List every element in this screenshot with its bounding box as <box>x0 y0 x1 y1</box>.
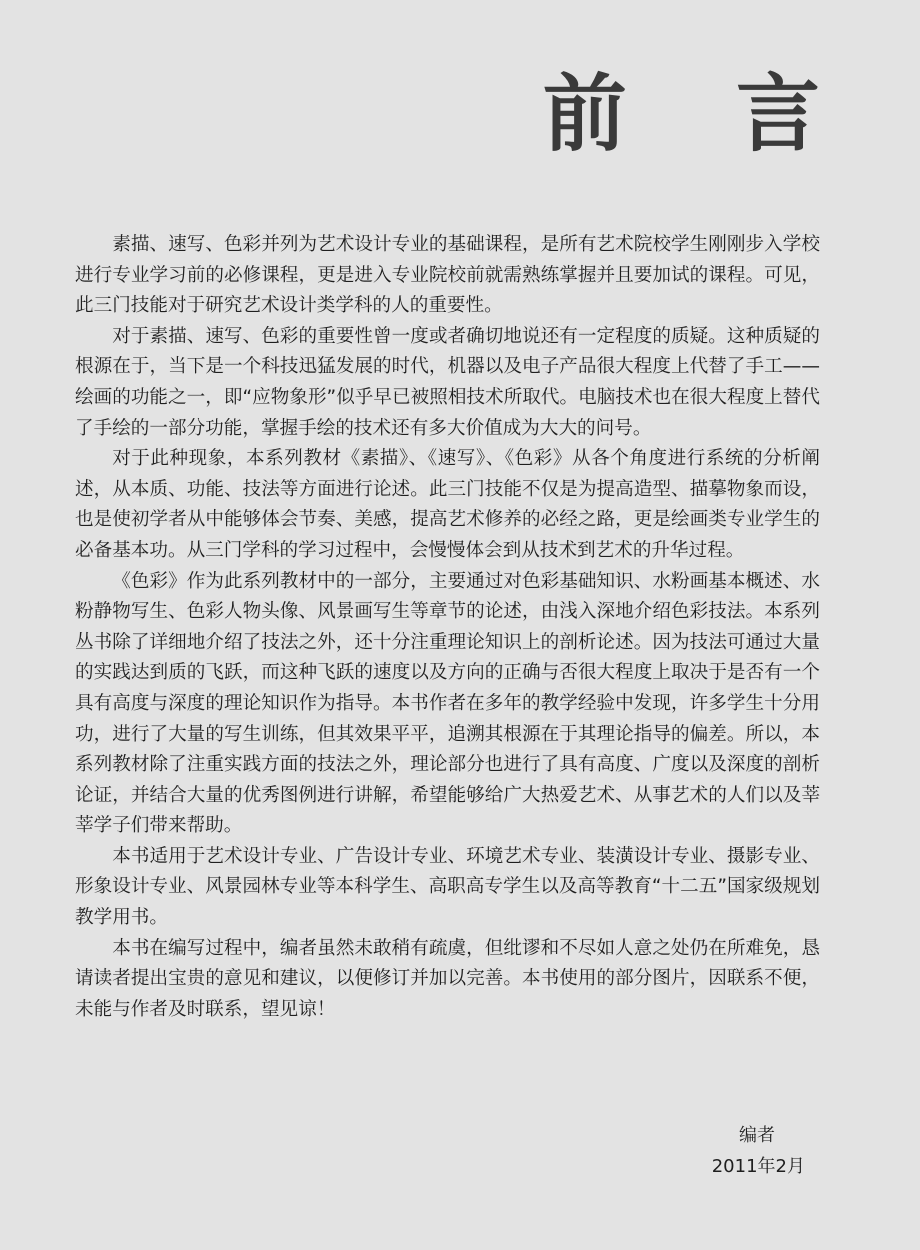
signature-block <box>712 1120 805 1182</box>
paragraph-1: 素描、速写、色彩并列为艺术设计专业的基础课程，是所有艺术院校学生刚刚步入学校进行专业学习前的必修课程，更是进入专业院校前就需熟练掌握并且要加试的课程。可见，此三门技能对于研究艺术设计类学科的人的重要性。 <box>75 234 820 317</box>
page-title: 前 言 <box>542 65 860 163</box>
author-signature: 编者 <box>739 1125 775 1146</box>
preface-body <box>75 230 820 1025</box>
paragraph-3: 对于此种现象，本系列教材《素描》、《速写》、《色彩》从各个角度进行系统的分析阐述，从本质、功能、技法等方面进行论述。此三门技能不仅是为提高造型、描摹物象而设，也是使初学者从中能够体会节奏、美感，提高艺术修养的必经之路，更是绘画类专业学生的必备基本功。从三门学科的学习过程中，会慢慢体会到从技术到艺术的升华过程。 <box>75 448 820 561</box>
paragraph-5: 本书适用于艺术设计专业、广告设计专业、环境艺术专业、装潢设计专业、摄影专业、形象设计专业、风景园林专业等本科学生、高职高专学生以及高等教育“十二五”国家级规划教学用书。 <box>75 845 820 929</box>
paragraph-2: 对于素描、速写、色彩的重要性曾一度或者确切地说还有一定程度的质疑。这种质疑的根源在于，当下是一个科技迅猛发展的时代，机器以及电子产品很大程度上代替了手工——绘画的功能之一，即“应物象形”似乎早已被照相技术所取代。电脑技术也在很大程度上替代了手绘的一部分功能，掌握手绘的技术还有多大价值成为大大的问号。 <box>75 325 820 439</box>
paragraph-6: 本书在编写过程中，编者虽然未敢稍有疏虞，但纰谬和不尽如人意之处仍在所难免，恳请读者提出宝贵的意见和建议，以便修订并加以完善。本书使用的部分图片，因联系不便，未能与作者及时联系，望见谅！ <box>75 937 820 1020</box>
paragraph-4: 《色彩》作为此系列教材中的一部分，主要通过对色彩基础知识、水粉画基本概述、水粉静物写生、色彩人物头像、风景画写生等章节的论述，由浅入深地介绍色彩技法。本系列丛书除了详细地介绍了技法之外，还十分注重理论知识上的剖析论述。因为技法可通过大量的实践达到质的飞跃，而这种飞跃的速度以及方向的正确与否很大程度上取决于是否有一个具有高度与深度的理论知识作为指导。本书作者在多年的教学经验中发现，许多学生十分用功，进行了大量的写生训练，但其效果平平，追溯其根源在于其理论指导的偏差。所以，本系列教材除了注重实践方面的技法之外，理论部分也进行了具有高度、广度以及深度的剖析论证，并结合大量的优秀图例进行讲解，希望能够给广大热爱艺术、从事艺术的人们以及莘莘学子们带来帮助。 <box>75 570 820 837</box>
date-signature: 2011年2月 <box>711 1156 805 1177</box>
